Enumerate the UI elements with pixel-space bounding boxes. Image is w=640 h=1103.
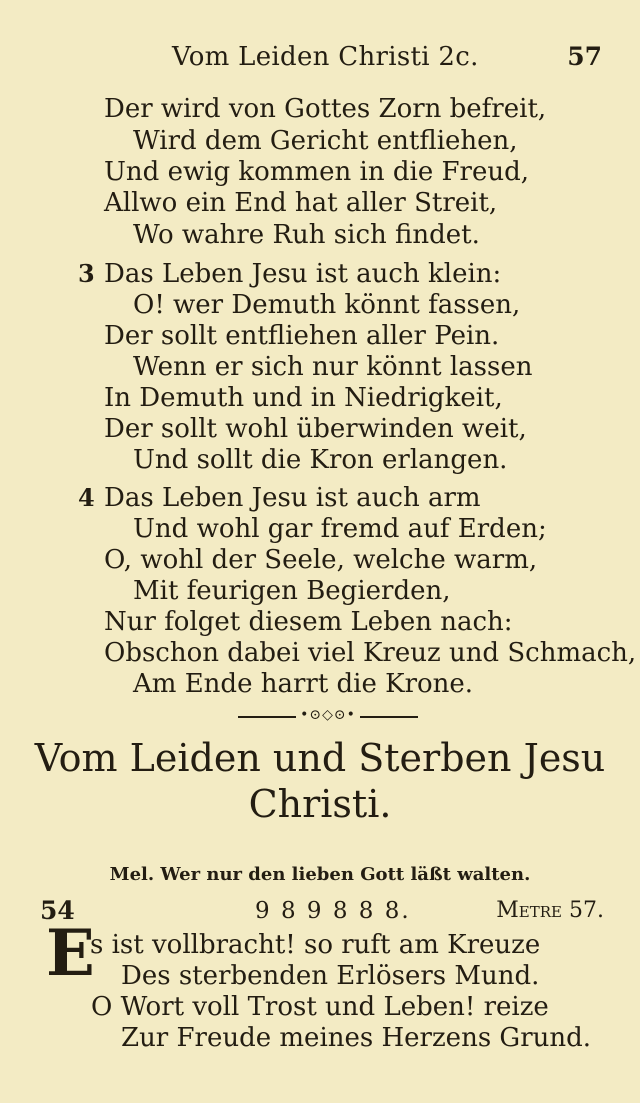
verse-line: Wenn er sich nur könnt lassen [133, 352, 533, 382]
running-title: Vom Leiden Christi 2c. [172, 42, 479, 72]
hymn-section-title: Vom Leiden und Sterben Jesu [34, 736, 606, 780]
verse-line: Des sterbenden Erlösers Mund. [121, 961, 540, 991]
hymn-number: 54 [40, 896, 75, 925]
verse-line: Und sollt die Kron erlangen. [133, 445, 508, 475]
page-number: 57 [567, 42, 602, 71]
page-header [0, 42, 640, 82]
meter-numbers: 9 8 9 8 8 8. [255, 898, 411, 924]
verse-line: O, wohl der Seele, welche warm, [104, 545, 538, 575]
verse-line: Das Leben Jesu ist auch klein: [104, 259, 502, 289]
verse-line: Wird dem Gericht entfliehen, [133, 126, 518, 156]
verse-line: O! wer Demuth könnt fassen, [133, 290, 521, 320]
verse-line: Der sollt entfliehen aller Pein. [104, 321, 500, 351]
stanza-number: 4 [78, 483, 95, 512]
verse-line: O Wort voll Trost und Leben! reize [91, 992, 549, 1022]
verse-line: Am Ende harrt die Krone. [133, 669, 474, 699]
verse-line: s ist vollbracht! so ruft am Kreuze [90, 930, 541, 960]
drop-cap: E [46, 916, 95, 991]
verse-line: In Demuth und in Niedrigkeit, [104, 383, 503, 413]
verse-line: Und ewig kommen in die Freud, [104, 157, 529, 187]
verse-line: Allwo ein End hat aller Streit, [104, 188, 498, 218]
verse-line: Das Leben Jesu ist auch arm [104, 483, 481, 513]
hymn-meta-row [0, 896, 640, 926]
section-divider [238, 707, 418, 727]
divider-rule-left [238, 716, 296, 718]
verse-line: Wo wahre Ruh sich findet. [133, 220, 480, 250]
divider-ornament: •⊙◇⊙• [300, 707, 356, 723]
verse-line: Nur folget diesem Leben nach: [104, 607, 513, 637]
verse-line: Der wird von Gottes Zorn befreit, [104, 94, 547, 124]
verse-line: Und wohl gar fremd auf Erden; [133, 514, 547, 544]
verse-line: Der sollt wohl überwinden weit, [104, 414, 527, 444]
hymn-section-title-cont: Christi. [248, 782, 392, 826]
metre-label: Metre 57. [496, 898, 604, 923]
verse-line: Mit feurigen Begierden, [133, 576, 451, 606]
melody-line: Mel. Wer nur den lieben Gott läßt walten. [109, 864, 531, 885]
stanza-number: 3 [78, 259, 95, 288]
divider-rule-right [360, 716, 418, 718]
verse-line: Zur Freude meines Herzens Grund. [121, 1023, 592, 1053]
verse-line: Obschon dabei viel Kreuz und Schmach, [104, 638, 637, 668]
